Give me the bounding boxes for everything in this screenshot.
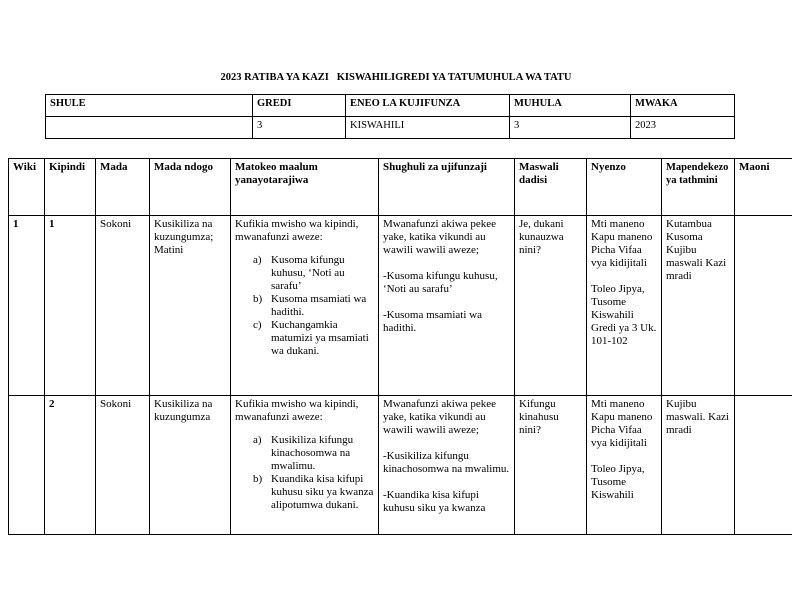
table-row	[9, 216, 792, 396]
mada-cell: Sokoni	[96, 216, 150, 396]
value-eneo: KISWAHILI	[346, 117, 510, 139]
col-mada: Mada	[96, 159, 150, 216]
list-item	[253, 473, 374, 512]
list-text: Kusikiliza kifungu kinachosomwa na mwalimu.	[271, 434, 354, 472]
col-tathmini: Mapendekezo ya tathmini	[662, 159, 735, 216]
header-mwaka: MWAKA	[631, 95, 735, 117]
matokeo-intro: Kufikia mwisho wa kipindi, mwanafunzi aweze:	[235, 218, 359, 243]
value-gredi: 3	[253, 117, 346, 139]
shughuli-text: Mwanafunzi akiwa pekee yake, katika vikundi au wawili wawili aweze;	[383, 218, 497, 256]
nyenzo-text: Mti maneno Kapu maneno Picha Vifaa vya kidijitali	[591, 218, 653, 269]
list-text: Kuandika kisa kifupi kuhusu siku ya kwanza alipotumwa dukani.	[271, 473, 374, 511]
shughuli-text: -Kusikiliza kifungu kinachosomwa na mwalimu.	[383, 450, 510, 475]
matokeo-intro: Kufikia mwisho wa kipindi, mwanafunzi aweze:	[235, 398, 359, 423]
matokeo-cell	[231, 396, 379, 535]
col-wiki: Wiki	[9, 159, 45, 216]
list-item	[253, 434, 374, 473]
col-mada-ndogo: Mada ndogo	[150, 159, 231, 216]
mada-cell: Sokoni	[96, 396, 150, 535]
list-marker: a)	[253, 254, 262, 266]
shughuli-cell	[379, 216, 515, 396]
school-info-table	[45, 94, 735, 139]
col-matokeo: Matokeo maalum yanayotarajiwa	[231, 159, 379, 216]
value-muhula: 3	[510, 117, 631, 139]
col-kipindi: Kipindi	[45, 159, 96, 216]
col-nyenzo: Nyenzo	[587, 159, 662, 216]
list-item	[253, 319, 374, 358]
list-item	[253, 254, 374, 293]
nyenzo-cell	[587, 396, 662, 535]
list-text: Kuchangamkia matumizi ya msamiati wa dukani.	[271, 319, 369, 357]
list-item	[253, 293, 374, 319]
wiki-cell: 1	[9, 216, 45, 396]
table-header-row	[9, 159, 792, 216]
nyenzo-text: Toleo Jipya, Tusome Kiswahili	[591, 463, 645, 501]
list-text: Kusoma kifungu kuhusu, ‘Noti au sarafu’	[271, 254, 345, 292]
mada-ndogo-cell: Kusikiliza na kuzungumza	[150, 396, 231, 535]
shughuli-text: Mwanafunzi akiwa pekee yake, katika vikundi au wawili wawili aweze;	[383, 398, 497, 436]
maswali-cell: Kifungu kinahusu nini?	[515, 396, 587, 535]
list-marker: c)	[253, 319, 262, 331]
nyenzo-cell	[587, 216, 662, 396]
shughuli-text: -Kusoma msamiati wa hadithi.	[383, 309, 482, 334]
maoni-cell	[735, 396, 792, 535]
value-shule	[46, 117, 253, 139]
maoni-cell	[735, 216, 792, 396]
header-shule: SHULE	[46, 95, 253, 117]
kipindi-cell: 1	[45, 216, 96, 396]
shughuli-text: -Kuandika kisa kifupi kuhusu siku ya kwanza	[383, 489, 486, 514]
tathmini-cell: Kujibu maswali. Kazi mradi	[662, 396, 735, 535]
scheme-of-work-table	[8, 158, 792, 535]
list-text: Kusoma msamiati wa hadithi.	[271, 293, 367, 318]
table-row	[9, 396, 792, 535]
list-marker: a)	[253, 434, 262, 446]
matokeo-cell	[231, 216, 379, 396]
list-marker: b)	[253, 293, 263, 305]
nyenzo-text: Toleo Jipya, Tusome Kiswahili Gredi ya 3 Uk. 101-102	[591, 283, 657, 347]
kipindi-cell: 2	[45, 396, 96, 535]
header-gredi: GREDI	[253, 95, 346, 117]
matokeo-list	[235, 254, 374, 358]
col-maoni: Maoni	[735, 159, 792, 216]
matokeo-list	[235, 434, 374, 512]
value-mwaka: 2023	[631, 117, 735, 139]
col-shughuli: Shughuli za ujifunzaji	[379, 159, 515, 216]
mada-ndogo-cell: Kusikiliza na kuzungumza; Matini	[150, 216, 231, 396]
nyenzo-text: Mti maneno Kapu maneno Picha Vifaa vya kidijitali	[591, 398, 653, 449]
header-muhula: MUHULA	[510, 95, 631, 117]
list-marker: b)	[253, 473, 263, 485]
wiki-cell	[9, 396, 45, 535]
maswali-cell: Je, dukani kunauzwa nini?	[515, 216, 587, 396]
header-eneo: ENEO LA KUJIFUNZA	[346, 95, 510, 117]
tathmini-cell: Kutambua Kusoma Kujibu maswali Kazi mradi	[662, 216, 735, 396]
shughuli-cell	[379, 396, 515, 535]
document-title: 2023 RATIBA YA KAZI KISWAHILIGREDI YA TATUMUHULA WA TATU	[220, 72, 572, 83]
shughuli-text: -Kusoma kifungu kuhusu, ‘Noti au sarafu’	[383, 270, 498, 295]
col-maswali: Maswali dadisi	[515, 159, 587, 216]
